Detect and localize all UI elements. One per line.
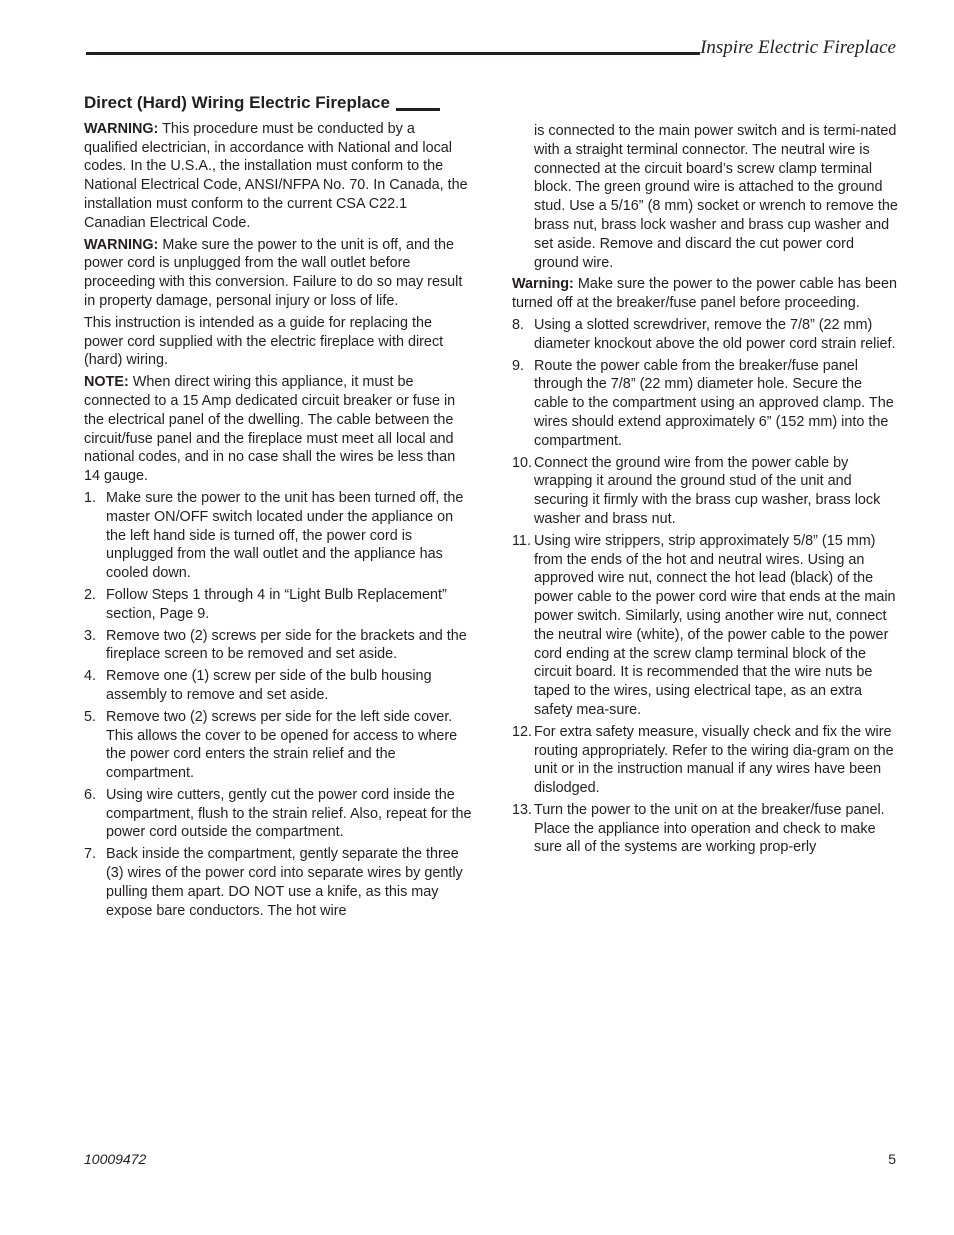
step-item [512, 801, 900, 857]
warning-paragraph-2 [84, 236, 472, 311]
step-number: 3. [84, 627, 97, 644]
step-item [84, 667, 472, 705]
warning-label-1: WARNING: [84, 120, 159, 137]
step-number: 10. [512, 454, 533, 471]
warning-label-2: WARNING: [84, 236, 159, 253]
steps-list-left [84, 489, 472, 921]
section-heading [84, 94, 472, 113]
warning-text-1: This procedure must be conducted by a qualified electrician, in accordance with National and local codes. In the U.S.A., the installation must conform to the National Electrical Code, ANSI/NFPA No. 70. In Canada, the installation must conform to the current CSA C22.1 Canadian Electrical Code. [84, 120, 468, 231]
warning-text-2: Make sure the power to the unit is off, and the power cord is unplugged from the wall outlet before proceeding with this conversion. Failure to do so may result in property damage, personal injury or loss of life. [84, 236, 463, 309]
step-item [512, 454, 900, 529]
step-text: Route the power cable from the breaker/fuse panel through the 7/8” (22 mm) diameter hole. Secure the cable to the compartment using an approved clamp. The wires should extend approximately 6” (152 mm) into the compartment. [534, 357, 894, 449]
step-text: Turn the power to the unit on at the breaker/fuse panel. Place the appliance into operation and check to make sure all of the systems are working prop-erly [534, 801, 885, 856]
step-text: For extra safety measure, visually check and fix the wire routing appropriately. Refer to the wiring dia-gram on the unit or in the instruction manual if any wires have been dislodged. [534, 723, 894, 797]
section-title: Direct (Hard) Wiring Electric Fireplace [84, 93, 390, 112]
step-item [512, 357, 900, 451]
warning-paragraph-3 [512, 275, 900, 313]
steps-list-right [512, 316, 900, 857]
step-item [84, 586, 472, 624]
step-number: 1. [84, 489, 97, 506]
step-text: Make sure the power to the unit has been turned off, the master ON/OFF switch located under the appliance on the left hand side is turned off, the power cord is unplugged from the wall outlet and the appliance has cooled down. [106, 489, 464, 582]
step-text: Remove two (2) screws per side for the brackets and the fireplace screen to be removed and set aside. [106, 627, 467, 663]
step-number: 13. [512, 801, 533, 818]
header-title: Inspire Electric Fireplace [700, 37, 896, 58]
step-text: Using a slotted screwdriver, remove the 7/8” (22 mm) diameter knockout above the old power cord strain relief. [534, 316, 896, 352]
step-number: 12. [512, 723, 533, 740]
warning-label-3: Warning: [512, 276, 574, 293]
step-item [512, 316, 900, 354]
step-item [84, 708, 472, 783]
step-item [84, 845, 472, 920]
step-text: Connect the ground wire from the power cable by wrapping it around the ground stud of the unit and securing it firmly with the brass cup washer, brass lock washer and brass nut. [534, 454, 881, 527]
step-text: Back inside the compartment, gently separate the three (3) wires of the power cord into separate wires by gently pulling them apart. DO NOT use a knife, as this may expose bare conductors. The hot wire [106, 846, 463, 919]
step-item [84, 786, 472, 842]
header-rule [86, 52, 700, 55]
step-text: Remove one (1) screw per side of the bulb housing assembly to remove and set aside. [106, 668, 432, 703]
warning-paragraph-1 [84, 120, 472, 233]
step-item [512, 723, 900, 798]
step-number: 9. [512, 357, 525, 374]
step-text: Using wire cutters, gently cut the power cord inside the compartment, flush to the strain relief. Also, repeat for the power cord outside the compartment. [106, 786, 472, 841]
left-column [84, 94, 472, 923]
right-column [512, 122, 900, 860]
step-text: Using wire strippers, strip approximately 5/8” (15 mm) from the ends of the hot and neutral wires. Using an approved wire nut, connect the hot lead (black) of the power cable to the power cord wire that ends at the main power switch. Similarly, using another wire nut, connect the neutral wire (white), of the power cable to the power cord ending at the screw clamp terminal block of the circuit board. It is recommended that the wire nuts be taped to the wires, using electrical tape, as an extra safety mea-sure. [534, 532, 896, 718]
step-number: 5. [84, 708, 97, 725]
step-item [512, 532, 900, 720]
heading-rule [396, 108, 440, 111]
step-text: Follow Steps 1 through 4 in “Light Bulb Replacement” section, Page 9. [106, 586, 447, 622]
step-item [84, 627, 472, 665]
step-text: Remove two (2) screws per side for the left side cover. This allows the cover to be opened for access to where the power cord enters the strain relief and the compartment. [106, 708, 458, 782]
step-number: 4. [84, 668, 97, 685]
document-number: 10009472 [84, 1151, 147, 1167]
step-number: 11. [512, 532, 531, 549]
step-7-continued: is connected to the main power switch and is termi-nated with a straight terminal connector. The neutral wire is connected at the circuit board’s screw clamp terminal block. The green ground wire is attached to the ground stud. Use a 5/16” (8 mm) socket or wrench to remove the brass nut, brass lock washer and brass cup washer and set aside. Remove and discard the cut power cord ground wire. [534, 123, 898, 271]
intro-paragraph: This instruction is intended as a guide for replacing the power cord supplied with the electric fireplace with direct (hard) wiring. [84, 314, 444, 369]
note-text: When direct wiring this appliance, it must be connected to a 15 Amp dedicated circuit breaker or fuse in the electrical panel of the dwelling. The cable between the circuit/fuse panel and the fireplace must meet all local and national codes, and in no case shall the wires be less than 14 gauge. [84, 374, 456, 485]
note-paragraph [84, 373, 472, 486]
step-item [84, 489, 472, 583]
note-label: NOTE: [84, 374, 129, 391]
warning-text-3: Make sure the power to the power cable has been turned off at the breaker/fuse panel before proceeding. [512, 276, 898, 312]
step-number: 8. [512, 316, 525, 333]
step-number: 6. [84, 786, 97, 803]
step-number: 2. [84, 586, 97, 603]
page-number: 5 [888, 1151, 896, 1167]
step-number: 7. [84, 846, 97, 863]
